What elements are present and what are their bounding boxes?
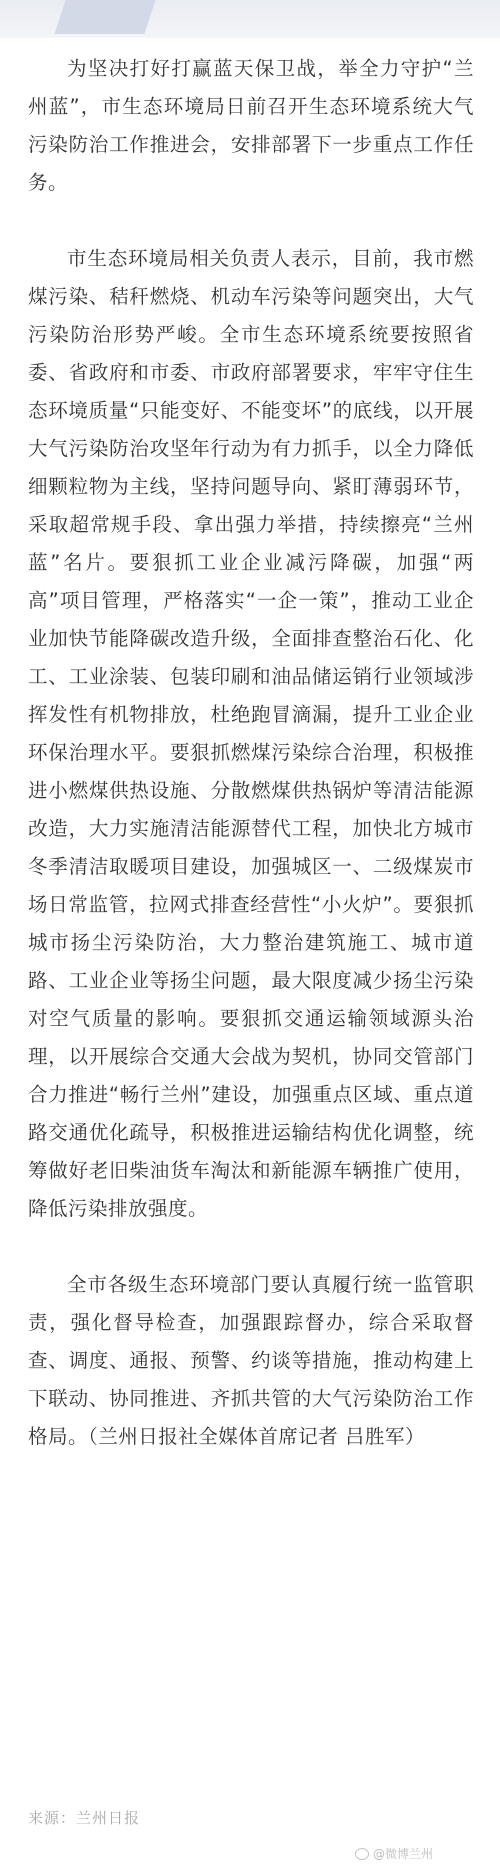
source-line: 来源：兰州日报 (28, 1809, 141, 1827)
weibo-watermark (355, 1845, 433, 1862)
article-paragraph-1: 为坚决打好打赢蓝天保卫战，举全力守护“兰州蓝”，市生态环境局日前召开生态环境系统大气污染防治工作推进会，安排部署下一步重点工作任务。 (28, 57, 474, 194)
header-image-shape (54, 0, 155, 34)
article-paragraph-3: 全市各级生态环境部门要认真履行统一监管职责，强化督导检查，加强跟踪督办，综合采取督查、调度、通报、预警、约谈等措施，推动构建上下联动、协同推进、齐抓共管的大气污染防治工作格局。（兰州日报社全媒体首席记者 吕胜军） (28, 1273, 474, 1448)
watermark-text: @微博兰州 (373, 1847, 434, 1861)
header-image-strip (0, 0, 500, 38)
article-paragraph-2: 市生态环境局相关负责人表示，目前，我市燃煤污染、秸秆燃烧、机动车污染等问题突出，大气污染防治形势严峻。全市生态环境系统要按照省委、省政府和市委、市政府部署要求，牢牢守住生态环境质量“只能变好、不能变坏”的底线，以开展大气污染防治攻坚年行动为有力抓手，以全力降低细颗粒物为主线，坚持问题导向、紧盯薄弱环节，采取超常规手段、拿出强力举措，持续擦亮“兰州蓝”名片。要狠抓工业企业减污降碳，加强“两高”项目管理，严格落实“一企一策”，推动工业企业加快节能降碳改造升级，全面排查整治石化、化工、工业涂装、包装印刷和油品储运销行业领域涉挥发性有机物排放，杜绝跑冒滴漏，提升工业企业环保治理水平。要狠抓燃煤污染综合治理，积极推进小燃煤供热设施、分散燃煤供热锅炉等清洁能源改造，大力实施清洁能源替代工程，加快北方城市冬季清洁取暖项目建设，加强城区一、二级煤炭市场日常监管，拉网式排查经营性“小火炉”。要狠抓城市扬尘污染防治，大力整治建筑施工、城市道路、工业企业等扬尘问题，最大限度减少扬尘污染对空气质量的影响。要狠抓交通运输领域源头治理，以开展综合交通大会战为契机，协同交管部门合力推进“畅行兰州”建设，加强重点区域、重点道路交通优化疏导，积极推进运输结构优化调整，统筹做好老旧柴油货车淘汰和新能源车辆推广使用，降低污染排放强度。 (28, 247, 474, 1220)
weibo-icon (355, 1848, 369, 1860)
article-body (28, 50, 474, 1494)
